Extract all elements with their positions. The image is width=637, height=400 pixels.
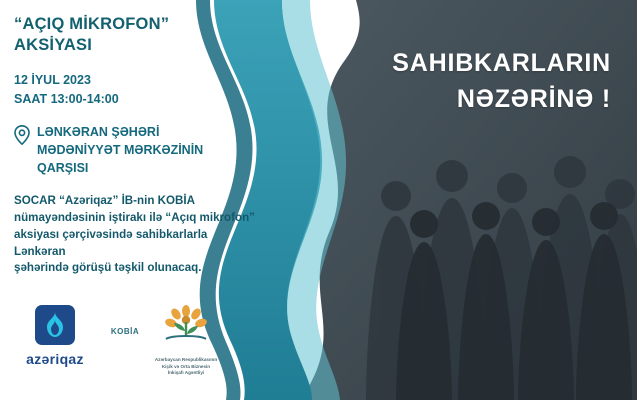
location-line1: LƏNKƏRAN ŞƏHƏRİ: [37, 124, 160, 139]
event-time: SAAT 13:00-14:00: [14, 92, 119, 106]
map-pin-icon: [14, 125, 30, 150]
kobia-wordmark: KOBİA: [110, 327, 140, 336]
left-content-column: [14, 14, 264, 277]
description-line3: aksiyası çərçivəsində sahibkarlarla Lənkəran: [14, 227, 208, 258]
event-description: [14, 193, 257, 277]
event-datetime: [14, 71, 264, 109]
right-headline: [392, 46, 611, 117]
event-title-line2: AKSİYASI: [14, 35, 93, 54]
right-headline-line2: NƏZƏRİNƏ !: [456, 84, 611, 113]
flame-icon: [35, 305, 75, 345]
kobia-subtitle: [138, 357, 234, 377]
right-headline-line1: SAHIBKARLARIN: [392, 49, 611, 77]
description-line1: SOCAR “Azəriqaz” İB-nin KOBİA: [14, 194, 195, 208]
azeriqaz-wordmark: azəriqaz: [26, 351, 84, 367]
azeriqaz-logo: [16, 305, 94, 367]
description-line2: nümayəndəsinin iştirakı ilə “Açıq mikrofon”: [14, 210, 255, 224]
kobia-subtitle-line3: İnkişafı Agəntliyi: [167, 370, 205, 376]
event-location-text: [37, 123, 203, 177]
event-location: [14, 123, 264, 177]
event-title-line1: “AÇIQ MİKROFON”: [14, 15, 170, 33]
logo-strip: [16, 305, 234, 377]
location-line3: QARŞISI: [37, 161, 89, 175]
description-line4: şəhərində görüşü təşkil olunacaq.: [14, 261, 202, 275]
kobia-subtitle-line1: Azərbaycan Respublikasının: [154, 357, 218, 362]
location-line2: MƏDƏNİYYƏT MƏRKƏZİNİN: [37, 142, 204, 157]
event-date: 12 İYUL 2023: [14, 73, 91, 88]
kobia-subtitle-line2: Kiçik və Orta Biznesin: [161, 363, 211, 369]
event-title: [14, 14, 264, 55]
kobia-logo: [110, 305, 234, 377]
